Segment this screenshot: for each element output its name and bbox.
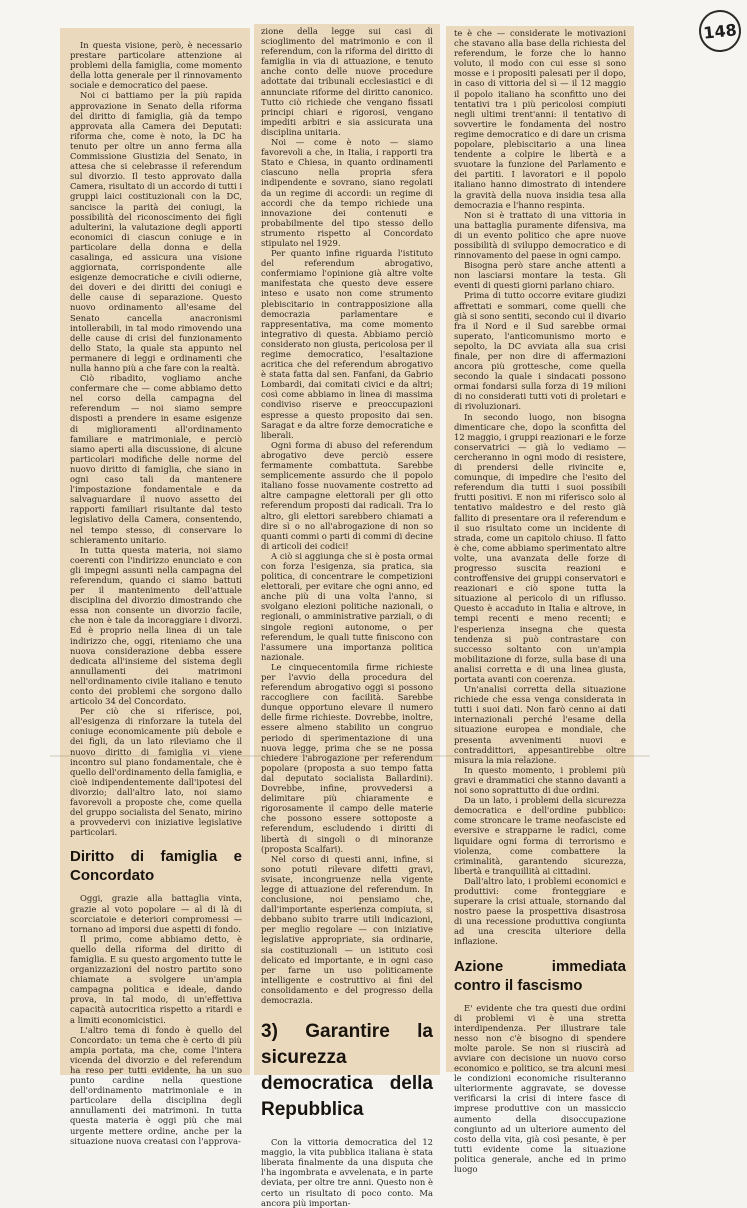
paragraph: Ciò ribadito, vogliamo anche confermare che — come abbiamo detto nel corso della campagna del referendum — noi siamo sempre disposti a prendere in esame esigenze di miglioramenti all'ordinamento familiare e matrimoniale, e perciò siamo aperti alla discussione, di alcune particolari modifiche delle norme del nuovo diritto di famiglia, che siano in ogni caso tali da mantenere l'impostazione fondamentale e da salvaguardare il nuovo assetto dei rapporti familiari risultante dal testo legislativo della Camera, consentendo, nel tempo stesso, di conservare lo schieramento unitario.	[70, 373, 242, 545]
paragraph: Prima di tutto occorre evitare giudizi affrettati e sommari, come quelli che già si sono sentiti, secondo cui il divario fra il Nord e il Sud sarebbe ormai superato, l'anticomunismo morto e sepolto, la DC avviata alla sua crisi finale, per non dire di affermazioni ancora più grottesche, come quella secondo la quale i sindacati possono ormai fondarsi sulla forza di 19 milioni di no considerati tutti voti di proletari e di rivoluzionari.	[454, 290, 626, 412]
paragraph: L'altro tema di fondo è quello del Concordato: un tema che è certo di più ampia portata, ma che, come l'intera vicenda del divorzio e del referendum ha reso per tutti evidente, ha un suo punto cardine nella questione dell'ordinamento matrimoniale e in particolare della disciplina degli annullamenti dei matrimoni. In tutta questa materia è oggi più che mai urgente mettere ordine, anche per la situazione nuova creatasi con l'approva-	[70, 1024, 242, 1146]
clipping-column-2	[254, 24, 440, 1208]
paragraph: Oggi, grazie alla battaglia vinta, grazie al voto popolare — al di là di scorciatoie e deteriori compromessi — tornano ad imporsi due aspetti di fondo.	[70, 893, 242, 934]
paragraph: E' evidente che tra questi due ordini di problemi vi è una stretta interdipendenza. Per illustrare tale nesso non c'è bisogno di spendere molte parole. Se non si riuscirà ad avviare con decisione un nuovo corso economico e politico, se tra alcuni mesi le condizioni economiche risulteranno ulteriormente aggravate, se dovesse verificarsi la crisi di intere fasce di imprese produttive con un massiccio aumento della disoccupazione congiunto ad un ulteriore aumento del costo della vita, già così pesante, è per tutti evidente come la situazione politica generale, anche ed in primo luogo	[454, 1002, 626, 1175]
paragraph: Dall'altro lato, i problemi economici e produttivi: come fronteggiare e superare la crisi attuale, stornando dal nostro paese la prospettiva disastrosa di una recessione produttiva congiunta ad una crescita ulteriore della inflazione.	[454, 875, 626, 947]
section-heading-large: 3) Garantire la sicurezza democratica della Repubblica	[261, 1021, 433, 1121]
paragraph: Da un lato, i problemi della sicurezza democratica e dell'ordine pubblico: come stroncare le trame neofasciste ed eversive e strapparne le radici, come liquidare ogni forma di terrorismo e violenza, come combattere la criminalità, garantendo sicurezza, libertà e tranquillità ai cittadini.	[454, 795, 626, 876]
paragraph: Ogni forma di abuso del referendum abrogativo deve perciò essere fermamente combattuta. Sarebbe semplicemente assurdo che il popolo italiano fosse nuovamente costretto ad altre campagne elettorali per gli otto referendum proposti dai radicali. Tra lo altro, gli elettori sarebbero chiamati a dire sì o no all'abrogazione di non so quanti commi o parti di commi di decine di articoli dei codici!	[261, 439, 433, 551]
column-2-text	[261, 26, 433, 1208]
paragraph: Con la vittoria democratica del 12 maggio, la vita pubblica italiana è stata liberata finalmente da una disputa che l'ha ingombrata e avvelenata, e in parte deviata, per oltre tre anni. Questo non è certo un risultato di poco conto. Ma ancora più importan-	[261, 1137, 433, 1208]
paragraph: A ciò si aggiunga che si è posta ormai con forza l'esigenza, sia pratica, sia politica, di concentrare le competizioni elettorali, per evitare che ogni anno, ed anche più di una volta l'anno, si svolgano elezioni politiche nazionali, o regionali, o amministrative parziali, o di singole regioni autonome, o per referendum, le quali tutte finiscono con l'assumere una importanza politica nazionale.	[261, 550, 433, 662]
paragraph: Noi ci battiamo per la più rapida approvazione in Senato della riforma del diritto di famiglia, già da tempo approvata alla Camera dei Deputati: riforma che, come è noto, la DC ha tenuto per oltre un anno ferma alla Commissione Giustizia del Senato, in attesa che si celebrasse il referendum sul divorzio. Il testo approvato dalla Camera, risultato di un accordo di tutti i gruppi laici costituzionali con la DC, sancisce la parità dei coniugi, la possibilità del riconoscimento dei figli adulterini, la valutazione degli apporti economici di ciascun coniuge e in particolare della donna e della casalinga, ed assicura una visione aggiornata, corrispondente alle esigenze democratiche e civili odierne, dei doveri e dei diritti dei coniugi e delle cause di separazione. Questo nuovo ordinamento all'esame del Senato cancella anacronismi intollerabili, in tal modo rimovendo una delle cause di crisi del funzionamento dello Stato, la quale sta appunto nel permanere di leggi e ordinamenti che nulla hanno più a che fare con la realtà.	[70, 90, 242, 373]
clipping-column-3	[446, 26, 634, 1175]
section-heading: Diritto di famiglia e Concordato	[70, 848, 242, 885]
paragraph: Il primo, come abbiamo detto, è quello della riforma del diritto di famiglia. E su questo argomento tutte le organizzazioni del nostro partito sono chiamate a svolgere un'ampia campagna politica e ideale, dando prova, in tal modo, di un'effettiva capacità autocritica rispetto a ritardi e a limiti economicistici.	[70, 933, 242, 1025]
clipping-column-1	[60, 28, 250, 1146]
paragraph: Non si è trattato di una vittoria in una battaglia puramente difensiva, ma di un evento politico che apre nuove possibilità di sviluppo democratico e di rinnovamento del paese in ogni campo.	[454, 209, 626, 261]
paragraph: Per ciò che si riferisce, poi, all'esigenza di rinforzare la tutela del coniuge economicamente più debole e dei figli, da un lato rileviamo che il nuovo diritto di famiglia vi viene incontro sul piano fondamentale, che è quello dell'ordinamento della famiglia, e cioè indipendentemente dall'ipotesi del divorzio; dall'altro lato, noi siamo favorevoli a proposte che, come quella del gruppo socialista del Senato, mirino a provvedervi con iniziative legislative particolari.	[70, 706, 242, 838]
paragraph: te è che — considerate le motivazioni che stavano alla base della richiesta del referendum, le forze che lo hanno voluto, il modo con cui esse si sono mosse e i propositi palesati per il dopo, in caso di vittoria del sì — il 12 maggio il popolo italiano ha sconfitto uno dei tentativi tra i più pericolosi compiuti negli ultimi trent'anni: il tentativo di sovvertire le fondamenta del nostro regime democratico e di dare un crisma popolare, plebiscitario a una linea tendente a colpire le libertà e a svuotare la funzione del Parlamento e dei partiti. I lavoratori e il popolo italiano hanno dimostrato di intendere la gravità della nuova insidia tesa alla democrazia e l'hanno respinta.	[454, 28, 626, 210]
paragraph: In questo momento, i problemi più gravi e drammatici che stanno davanti a noi sono soprattutto di due ordini.	[454, 764, 626, 796]
paper-crease	[50, 755, 650, 757]
paragraph: In tutta questa materia, noi siamo coerenti con l'indirizzo enunciato e con gli impegni assunti nella campagna del referendum, quando ci siamo battuti per il mantenimento dell'attuale disciplina del divorzio dimostrando che essa non consente un divorzio facile, che non è tale da incoraggiare i divorzi. Ed è proprio nella linea di un tale indirizzo che, oggi, riteniamo che una nuova considerazione debba essere dedicata all'insieme del sistema degli annullamenti dei matrimoni nell'ordinamento civile italiano e tenuto conto dei problemi che sorgono dallo articolo 34 del Concordato.	[70, 544, 242, 707]
section-heading: Azione immediata contro il fascismo	[454, 957, 626, 994]
paragraph: Nel corso di questi anni, infine, si sono potuti rilevare difetti gravi, svisate, incongruenze nella vigente legge di attuazione del referendum. In conclusione, noi pensiamo che, dall'importante esperienza compiuta, si debbano subito trarre utili indicazioni, per meglio regolare — con iniziative legislative appropriate, sia ordinarie, sia costituzionali — un istituto così delicato ed importante, e in ogni caso per farne un uso politicamente intelligente e costruttivo ai fini del consolidamento e del progresso della democrazia.	[261, 853, 433, 1005]
paragraph: Le cinquecentomila firme richieste per l'avvio della procedura del referendum abrogativo oggi si possono raccogliere con facilità. Sarebbe dunque opportuno elevare il numero delle firme richieste. Dovrebbe, inoltre, essere almeno stabilito un congruo periodo di sperimentazione di una nuova legge, prima che se ne possa chiedere l'abrogazione per referendum popolare (proposta a suo tempo fatta dal deputato socialista Ballardini). Dovrebbe, infine, provvedersi a delimitare più chiaramente e rigorosamente il campo delle materie che possono essere sottoposte a referendum, escludendo i diritti di libertà di singoli o di minoranze (proposta Scalfari).	[261, 661, 433, 854]
column-3-text	[454, 28, 626, 1174]
paragraph: Per quanto infine riguarda l'istituto del referendum abrogativo, confermiamo l'opinione già altre volte manifestata che questo deve essere inteso e usato non come strumento plebiscitario in contrapposizione alla democrazia parlamentare e rappresentativa, ma come momento integrativo di questa. Abbiamo perciò considerato non giusta, pericolosa per il regime democratico, l'esaltazione acritica che del referendum abrogativo è stata fatta dal sen. Fanfani, da Gabrio Lombardi, dai comitati civici e da altri; così come abbiamo in linea di massima condiviso riserve e preoccupazioni espresse a questo proposito dai sen. Saragat e da altre forze democratiche e liberali.	[261, 248, 433, 440]
paragraph: zione della legge sui casi di scioglimento del matrimonio e con il referendum, con la riforma del diritto di famiglia in via di attuazione, e tenuto anche conto delle nuove procedure adottate dai tribunali ecclesiastici e di annunciate riforme del diritto canonico. Tutto ciò richiede che vengano fissati principi chiari e rigorosi, vengano impediti arbitri e sia assicurata una disciplina unitaria.	[261, 26, 433, 137]
column-1-text	[70, 40, 242, 1146]
paragraph: In secondo luogo, non bisogna dimenticare che, dopo la sconfitta del 12 maggio, i gruppi reazionari e le forze conservatrici — già lo vediamo — cercheranno in ogni modo di resistere, di prendersi delle rivincite e, comunque, di impedire che l'esito del referendum dia tutti i suoi possibili frutti positivi. E non mi riferisco solo al tentativo maldestro e del resto già fallito di presentare ora il referendum e il suo risultato come un incidente di strada, come un capitolo chiuso. Il fatto è che, come abbiamo sperimentato altre volte, una avanzata delle forze di progresso suscita reazioni e controffensive dei gruppi conservatori e reazionari e ciò spone tutta la situazione al pericolo di un riflusso. Questo è accaduto in Italia e altrove, in tempi recenti e meno recenti; e l'esperienza insegna che questa tendenza si può contrastare con successo soltanto con un'ampia mobilitazione di forze, sulla base di una analisi corretta e di una linea giusta, portata avanti con coerenza.	[454, 411, 626, 684]
handwritten-page-number: 148	[697, 8, 743, 54]
paragraph: In questa visione, però, è necessario prestare particolare attenzione ai problemi della famiglia, come momento della lotta generale per il rinnovamento sociale e democratico del paese.	[70, 40, 242, 91]
paragraph: Bisogna però stare anche attenti a non lasciarsi montare la testa. Gli eventi di questi giorni parlano chiaro.	[454, 260, 626, 291]
paragraph: Noi — come è noto — siamo favorevoli a che, in Italia, i rapporti tra Stato e Chiesa, in quanto ordinamenti ciascuno nella propria sfera indipendente e sovrano, siano regolati da un regime di accordi: un regime di accordi che da tempo richiede una innovazione dei contenuti e probabilmente del tipo stesso dello strumento rispetto al Concordato stipulato nel 1929.	[261, 137, 433, 248]
paragraph: Un'analisi corretta della situazione richiede che essa venga considerata in tutti i suoi dati. Non farò cenno ai dati internazionali perché l'esame della situazione europea e mondiale, che presenta avvenimenti nuovi e contraddittori, appesantirebbe oltre misura la mia relazione.	[454, 684, 626, 765]
